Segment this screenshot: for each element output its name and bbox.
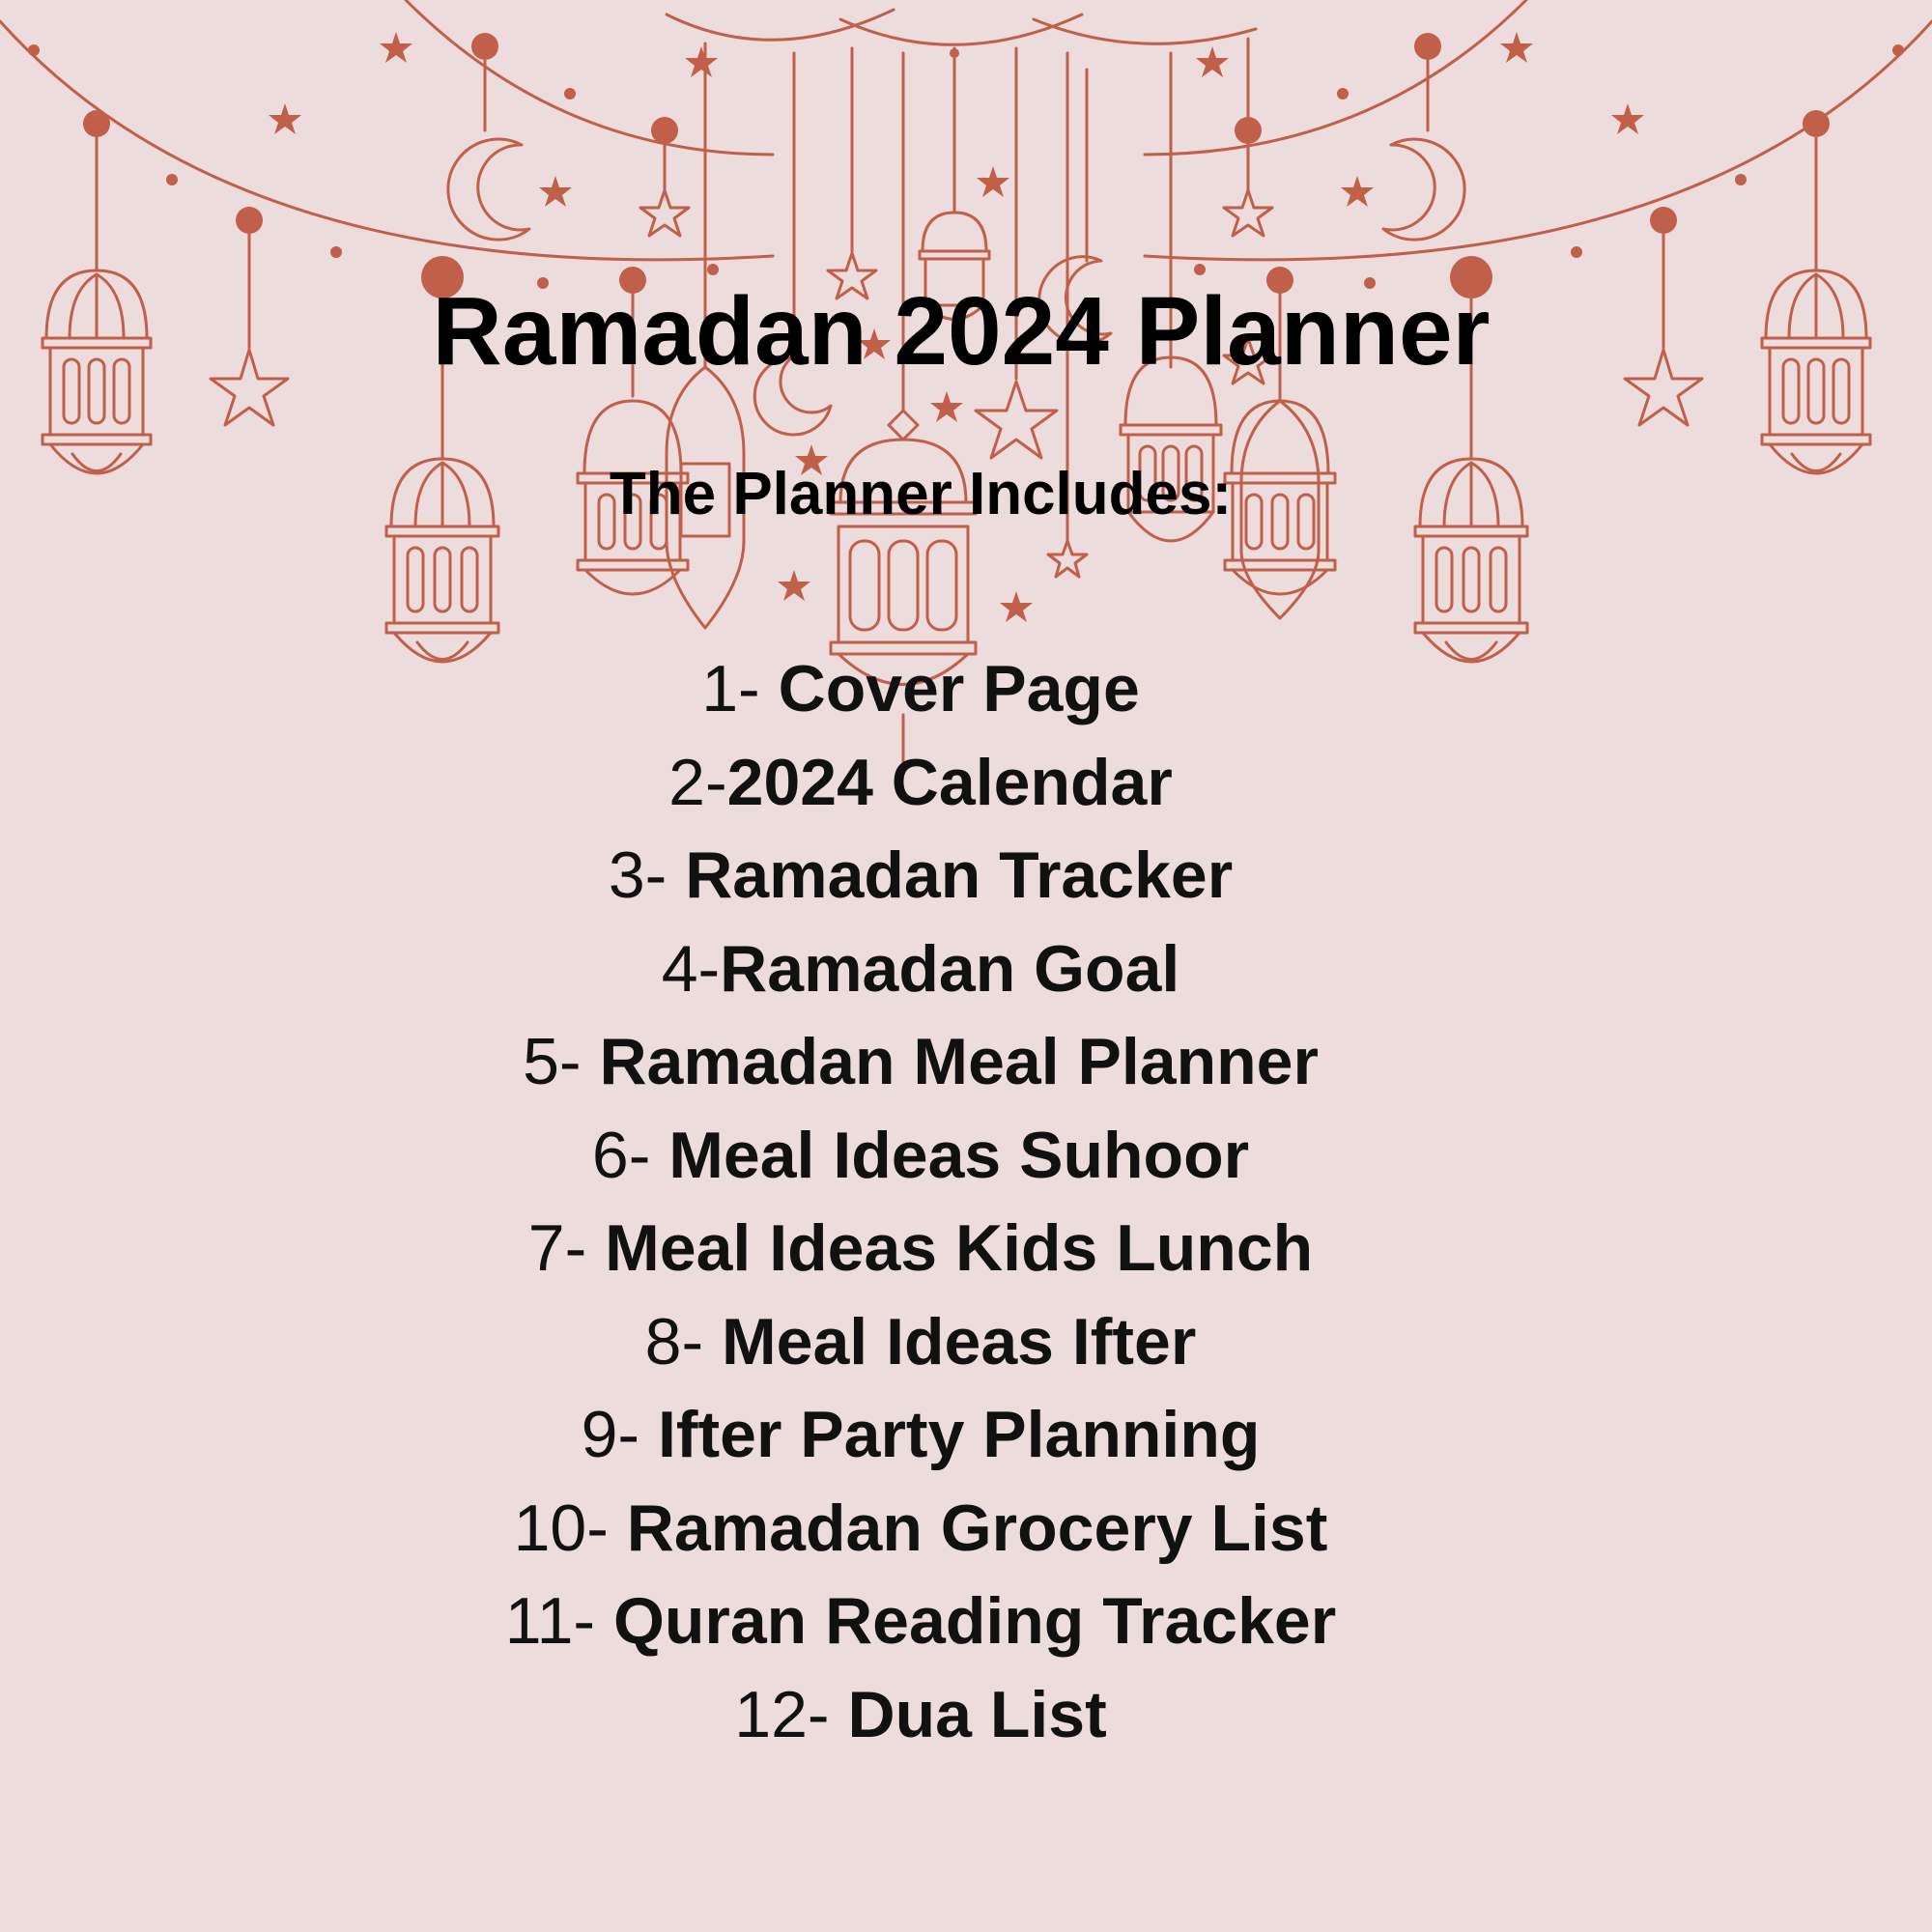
list-item-number: 6- xyxy=(591,1118,669,1192)
list-item-number: 9- xyxy=(581,1398,658,1471)
list-item-label: Ramadan Tracker xyxy=(685,838,1234,912)
list-item-meal-ideas-suhoor xyxy=(0,1109,1841,1203)
moon-right xyxy=(1383,139,1464,240)
list-item-ifter-party-planning xyxy=(0,1388,1841,1482)
list-item-ramadan-tracker xyxy=(0,829,1841,923)
garland-center-1 xyxy=(667,10,894,40)
list-item-number: 3- xyxy=(608,838,686,912)
list-item-grocery-list xyxy=(0,1482,1841,1576)
list-item-label: Meal Ideas Suhoor xyxy=(668,1118,1250,1192)
list-item-meal-ideas-kids-lunch xyxy=(0,1202,1841,1295)
list-item-calendar xyxy=(0,736,1841,830)
list-item-label: Dua List xyxy=(847,1677,1107,1751)
list-item-number: 5- xyxy=(523,1025,600,1098)
list-item-dua-list xyxy=(0,1668,1841,1762)
garland-center-2 xyxy=(840,14,1082,44)
page-subtitle: The Planner Includes: xyxy=(609,461,1233,527)
garland-right-outer xyxy=(1145,21,1932,260)
list-item-label: Ramadan Grocery List xyxy=(626,1491,1328,1565)
list-item-label: Ramadan Goal xyxy=(720,931,1180,1006)
list-item-label: Cover Page xyxy=(778,652,1140,725)
garland-right-inner xyxy=(1145,0,1526,155)
planner-contents-list xyxy=(0,642,1841,1761)
list-item-number: 11- xyxy=(504,1584,613,1658)
list-item-number: 1- xyxy=(701,652,779,725)
list-item-meal-ideas-ifter xyxy=(0,1295,1841,1389)
list-item-label: 2024 Calendar xyxy=(726,745,1173,819)
list-item-label: Ramadan Meal Planner xyxy=(599,1025,1319,1098)
list-item-label: Meal Ideas Kids Lunch xyxy=(605,1211,1314,1285)
page-title: Ramadan 2024 Planner xyxy=(432,277,1491,385)
list-item-label: Ifter Party Planning xyxy=(657,1398,1261,1471)
list-item-number: 8- xyxy=(644,1304,723,1378)
garland-left-inner xyxy=(406,0,773,155)
list-item-number: 7- xyxy=(527,1211,606,1285)
moon-left xyxy=(448,139,529,240)
list-item-cover-page xyxy=(0,642,1841,736)
list-item-label: Quran Reading Tracker xyxy=(612,1584,1337,1658)
list-item-number: 2- xyxy=(668,745,727,819)
list-item-meal-planner xyxy=(0,1015,1841,1109)
list-item-number: 12- xyxy=(734,1677,848,1751)
list-item-label: Meal Ideas Ifter xyxy=(722,1304,1197,1378)
list-item-ramadan-goal xyxy=(0,923,1841,1016)
list-item-quran-reading-tracker xyxy=(0,1575,1841,1668)
garland-center-3 xyxy=(1034,19,1256,43)
list-item-number: 10- xyxy=(513,1491,627,1565)
list-item-number: 4- xyxy=(661,931,721,1006)
